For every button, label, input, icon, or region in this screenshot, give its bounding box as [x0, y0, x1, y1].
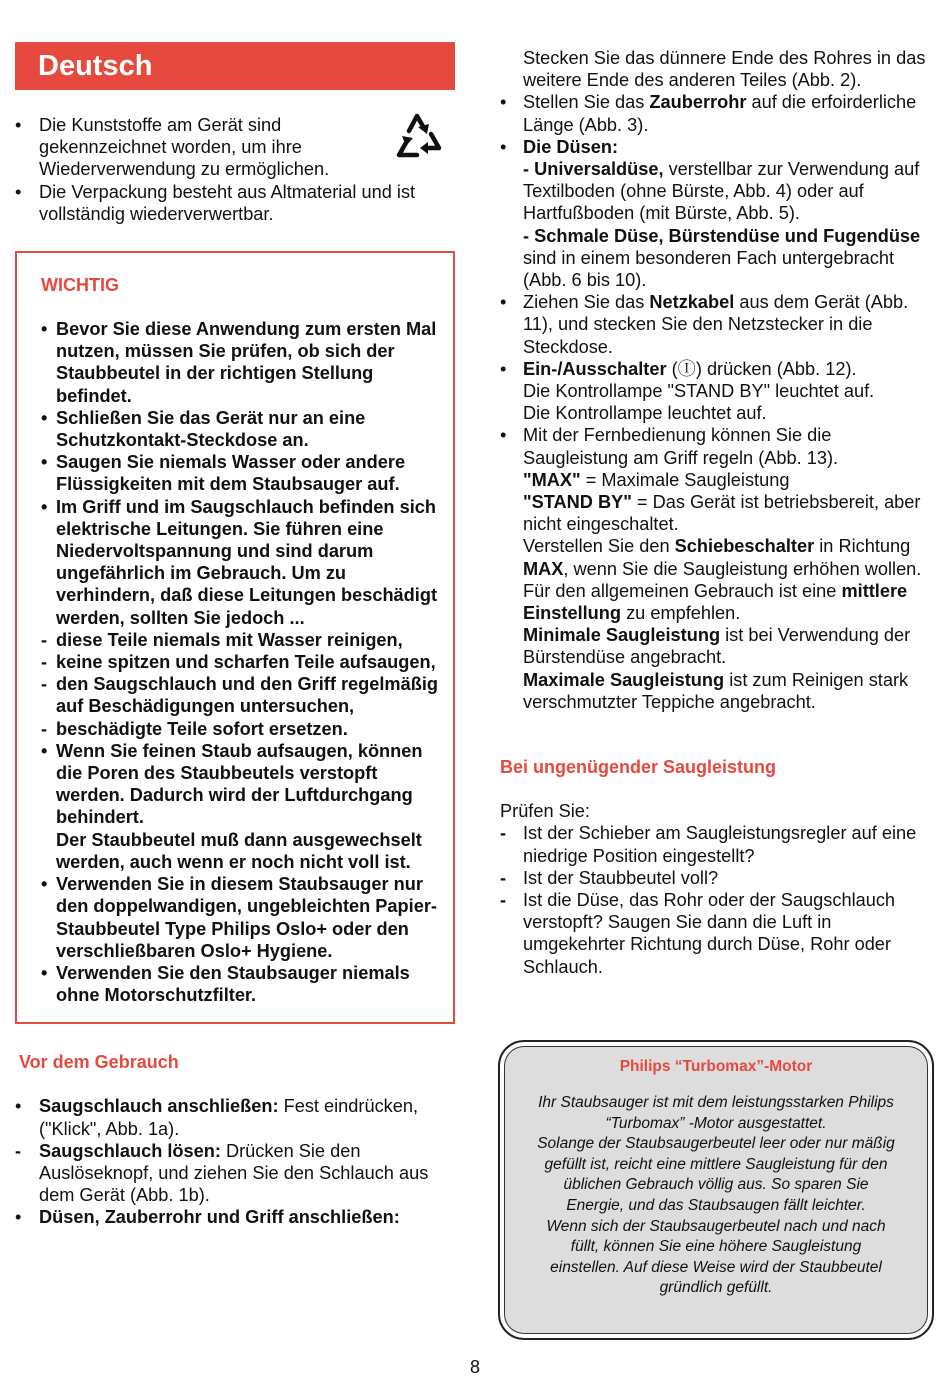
intro-bullet-2: Die Verpackung besteht aus Altmaterial und ist vollständig wiederverwertbar.	[39, 181, 416, 224]
check-item-1: Ist der Schieber am Saugleistungsregler auf eine niedrige Position eingestellt?	[523, 823, 917, 866]
list-item: • Saugschlauch anschließen: Fest eindrücken, ("Klick", Abb. 1a).	[15, 1096, 419, 1139]
tube-instructions: Stecken Sie das dünnere Ende des Rohres in das weitere Ende des anderen Teiles (Abb. 2).	[523, 48, 926, 91]
max-label: "MAX"	[523, 469, 581, 490]
standby-label: "STAND BY"	[523, 492, 632, 513]
small-nozzles-text: sind in einem besonderen Fach untergebracht (Abb. 6 bis 10).	[523, 247, 895, 291]
before-use-list	[15, 1095, 455, 1228]
list-item: • Düsen, Zauberrohr und Griff anschließen:	[15, 1207, 400, 1228]
turbomax-body	[518, 1093, 914, 1299]
list-item: - Ist der Staubbeutel voll?	[500, 867, 719, 888]
intro-bullet-1: Die Kunststoffe am Gerät sind gekennzeichnet worden, um ihre Wiederverwendung zu ermöglichen.	[39, 115, 330, 180]
remote-control-text: Mit der Fernbedienung können Sie die Saugleistung am Griff regeln (Abb. 13).	[523, 425, 839, 468]
left-column	[15, 42, 455, 1229]
nozzles-heading: Die Düsen:	[523, 136, 618, 157]
wand-text-b: Zauberrohr	[649, 92, 747, 113]
list-item: - den Saugschlauch und den Griff regelmäßig auf Beschädigungen untersuchen,	[41, 674, 438, 717]
important-item-2: Schließen Sie das Gerät nur an eine Schutzkontakt-Steckdose an.	[56, 407, 366, 451]
turbomax-line: gründlich gefüllt.	[659, 1279, 773, 1297]
hose-connect-text: Fest eindrücken, ("Klick", Abb. 1a).	[39, 1096, 419, 1139]
important-item-4: Im Griff und im Saugschlauch befinden sich elektrische Leitungen. Sie führen eine Niedervoltspannung und sind darum ungefährlich im Gebrauch. Um zu verhindern, daß diese Leitungen beschädigt werden, sollten Sie jedoch ...	[56, 496, 437, 628]
list-item: • Die Kunststoffe am Gerät sind gekennzeichnet worden, um ihre Wiederverwendung zu ermöglichen.	[15, 115, 330, 180]
important-list	[41, 318, 439, 1006]
important-item-3: Saugen Sie niemals Wasser oder andere Flüssigkeiten mit dem Staubsauger auf.	[56, 452, 406, 495]
list-item: • Wenn Sie feinen Staub aufsaugen, können die Poren des Staubbeutels verstopft werden. Dadurch wird der Luftdurchgang behindert. Der Staubbeutel muß dann ausgewechselt werden, auch wenn er noch nicht voll ist.	[41, 740, 423, 872]
standby-text: = Das Gerät ist betriebsbereit, aber nicht eingeschaltet.	[523, 492, 921, 535]
list-item: • Ein-/Ausschalter (Ⓘ) drücken (Abb. 12). Die Kontrollampe "STAND BY" leuchtet auf. Die Kontrollampe leuchtet auf.	[500, 358, 875, 424]
turbomax-info-box	[498, 1040, 934, 1340]
general-use-text-a: Für den allgemeinen Gebrauch ist eine	[523, 580, 842, 601]
list-item: • Verwenden Sie den Staubsauger niemals ohne Motorschutzfilter.	[41, 962, 410, 1006]
before-use-title: Vor dem Gebrauch	[19, 1052, 179, 1073]
insufficient-suction-list	[500, 800, 935, 978]
important-title: WICHTIG	[41, 275, 119, 296]
list-item: - keine spitzen und scharfen Teile aufsaugen,	[41, 652, 436, 673]
list-item: • Die Verpackung besteht aus Altmaterial und ist vollständig wiederverwertbar.	[15, 181, 416, 224]
turbomax-line: Solange der Staubsaugerbeutel leer oder nur mäßig	[537, 1135, 895, 1153]
max-power-text: ist zum Reinigen stark verschmutzter Teppiche angebracht.	[523, 669, 909, 712]
slider-text-b: Schiebeschalter	[674, 536, 815, 557]
slider-text-e: , wenn Sie die Saugleistung erhöhen wollen.	[563, 558, 922, 579]
check-intro: Prüfen Sie:	[500, 801, 590, 822]
power-switch-label: Ein-/Ausschalter	[523, 358, 667, 379]
min-power-text: ist bei Verwendung der Bürstendüse angebracht.	[523, 625, 911, 668]
turbomax-line: Energie, und das Staubsaugen fällt leichter.	[566, 1196, 866, 1214]
slider-text-a: Verstellen Sie den	[523, 536, 675, 557]
standby-lamp-text: Die Kontrollampe "STAND BY" leuchtet auf.	[523, 381, 875, 402]
cable-text-a: Ziehen Sie das	[523, 292, 650, 313]
turbomax-line: füllt, können Sie eine höhere Saugleistung	[570, 1238, 862, 1256]
language-tab: Deutsch	[15, 42, 455, 90]
list-item: • Mit der Fernbedienung können Sie die Saugleistung am Griff regeln (Abb. 13). "MAX" = Maximale Saugleistung "STAND BY" = Das Gerät ist betriebsbereit, aber nicht eingeschaltet. Verstellen Sie den Schiebeschalter in Richtung MAX, wenn Sie die Saugleistung erhöhen wollen. Für den allgemeinen Gebrauch ist eine mittlere Einstellung zu empfehlen. Minimale Saugleistung ist bei Verwendung der Bürstendüse angebracht. Maximale Saugleistung ist zum Reinigen stark verschmutzter Teppiche angebracht.	[500, 425, 922, 712]
list-item: • Verwenden Sie in diesem Staubsauger nur den doppelwandigen, ungebleichten Papier-Staubbeutel Type Philips Oslo+ oder den verschließbaren Oslo+ Hygiene.	[41, 874, 437, 961]
list-item: • Ziehen Sie das Netzkabel aus dem Gerät (Abb. 11), und stecken Sie den Netzstecker in die Steckdose.	[500, 292, 909, 357]
list-item: • Stellen Sie das Zauberrohr auf die erfoirderliche Länge (Abb. 3).	[500, 92, 917, 135]
turbomax-line: einstellen. Auf diese Weise wird der Staubbeutel	[550, 1258, 882, 1276]
power-switch-text: (Ⓘ) drücken (Abb. 12).	[666, 358, 857, 379]
hose-release-text: Drücken Sie den Auslöseknopf, und ziehen Sie den Schlauch aus dem Gerät (Abb. 1b).	[39, 1140, 429, 1206]
list-item: - Ist der Schieber am Saugleistungsregler auf eine niedrige Position eingestellt?	[500, 823, 917, 866]
general-use-text-c: zu empfehlen.	[621, 603, 741, 624]
max-text: = Maximale Saugleistung	[580, 469, 790, 490]
important-dash-4: beschädigte Teile sofort ersetzen.	[56, 718, 348, 739]
hose-connect-label: Saugschlauch anschließen:	[39, 1096, 279, 1117]
right-column	[500, 47, 935, 978]
list-item	[500, 47, 935, 91]
universal-nozzle-label: - Universaldüse,	[523, 159, 664, 180]
important-box	[15, 251, 455, 1024]
important-item-5b: Der Staubbeutel muß dann ausgewechselt werden, auch wenn er noch nicht voll ist.	[56, 829, 422, 872]
insufficient-suction-title: Bei ungenügender Saugleistung	[500, 757, 777, 778]
list-item: - diese Teile niemals mit Wasser reinigen,	[41, 629, 403, 650]
list-item: - Saugschlauch lösen: Drücken Sie den Auslöseknopf, und ziehen Sie den Schlauch aus dem Gerät (Abb. 1b).	[15, 1140, 429, 1206]
before-use-list-continued	[500, 47, 935, 713]
wand-text-c: auf die erfoirderliche Länge (Abb. 3).	[523, 92, 917, 135]
check-item-3: Ist die Düse, das Rohr oder der Saugschlauch verstopft? Saugen Sie dann die Luft in umgekehrter Richtung durch Düse, Rohr oder Schlauch.	[523, 889, 896, 977]
turbomax-line: “Turbomax” -Motor ausgestattet.	[605, 1114, 827, 1132]
slider-text-c: in Richtung	[814, 536, 911, 557]
small-nozzles-label: - Schmale Düse, Bürstendüse und Fugendüse	[523, 225, 921, 246]
wand-text-a: Stellen Sie das	[523, 92, 650, 113]
list-item: • Schließen Sie das Gerät nur an eine Schutzkontakt-Steckdose an.	[41, 407, 366, 451]
important-dash-3: den Saugschlauch und den Griff regelmäßig auf Beschädigungen untersuchen,	[56, 674, 438, 717]
turbomax-line: gefüllt ist, reicht eine mittlere Saugleistung für den	[544, 1155, 888, 1173]
turbomax-title: Philips “Turbomax”-Motor	[619, 1058, 813, 1075]
list-item: • Die Düsen: - Universaldüse, verstellbar zur Verwendung auf Textilboden (ohne Bürste, Abb. 4) oder auf Hartfußboden (mit Bürste, Abb. 5). - Schmale Düse, Bürstendüse und Fugendüse sind in einem besonderen Fach untergebracht (Abb. 6 bis 10).	[500, 136, 921, 291]
list-item: • Saugen Sie niemals Wasser oder andere Flüssigkeiten mit dem Staubsauger auf.	[41, 452, 406, 495]
check-item-2: Ist der Staubbeutel voll?	[523, 867, 719, 888]
lamp-text: Die Kontrollampe leuchtet auf.	[523, 403, 767, 424]
important-item-7: Verwenden Sie den Staubsauger niemals ohne Motorschutzfilter.	[56, 962, 410, 1006]
list-item: • Im Griff und im Saugschlauch befinden sich elektrische Leitungen. Sie führen eine Niedervoltspannung und sind darum ungefährlich im Gebrauch. Um zu verhindern, daß diese Leitungen beschädigt werden, sollten Sie jedoch ...	[41, 496, 437, 628]
turbomax-line: üblichen Gebrauch völlig aus. So sparen Sie	[563, 1176, 869, 1194]
max-power-label: Maximale Saugleistung	[523, 669, 725, 690]
nozzle-connect-label: Düsen, Zauberrohr und Griff anschließen:	[39, 1207, 400, 1228]
important-item-6: Verwenden Sie in diesem Staubsauger nur den doppelwandigen, ungebleichten Papier-Staubbeutel Type Philips Oslo+ oder den verschließbaren Oslo+ Hygiene.	[56, 874, 437, 961]
hose-release-label: Saugschlauch lösen:	[39, 1140, 221, 1161]
list-item: - beschädigte Teile sofort ersetzen.	[41, 718, 348, 739]
universal-nozzle-text: verstellbar zur Verwendung auf Textilboden (ohne Bürste, Abb. 4) oder auf Hartfußboden (mit Bürste, Abb. 5).	[523, 159, 920, 224]
slider-text-d: MAX	[523, 558, 564, 579]
min-power-label: Minimale Saugleistung	[523, 625, 721, 646]
important-item-5: Wenn Sie feinen Staub aufsaugen, können die Poren des Staubbeutels verstopft werden. Dadurch wird der Luftdurchgang behindert.	[56, 740, 423, 828]
turbomax-line: Wenn sich der Staubsaugerbeutel nach und nach	[546, 1217, 886, 1235]
list-item: - Ist die Düse, das Rohr oder der Saugschlauch verstopft? Saugen Sie dann die Luft in umgekehrter Richtung durch Düse, Rohr oder Schlauch.	[500, 889, 896, 977]
important-dash-1: diese Teile niemals mit Wasser reinigen,	[56, 629, 403, 650]
cable-text-c: aus dem Gerät (Abb. 11), und stecken Sie den Netzstecker in die Steckdose.	[523, 292, 909, 357]
cable-text-b: Netzkabel	[649, 292, 735, 313]
page-number: 8	[469, 1357, 480, 1377]
important-item-1: Bevor Sie diese Anwendung zum ersten Mal nutzen, müssen Sie prüfen, ob sich der Staubbeutel in der richtigen Stellung befindet.	[56, 319, 437, 406]
list-item: • Bevor Sie diese Anwendung zum ersten Mal nutzen, müssen Sie prüfen, ob sich der Staubbeutel in der richtigen Stellung befindet.	[41, 319, 437, 406]
general-use-text-b: mittlere Einstellung	[523, 580, 908, 624]
intro-list	[15, 114, 455, 225]
important-dash-2: keine spitzen und scharfen Teile aufsaugen,	[56, 652, 436, 673]
turbomax-line: Ihr Staubsauger ist mit dem leistungsstarken Philips	[538, 1094, 894, 1111]
